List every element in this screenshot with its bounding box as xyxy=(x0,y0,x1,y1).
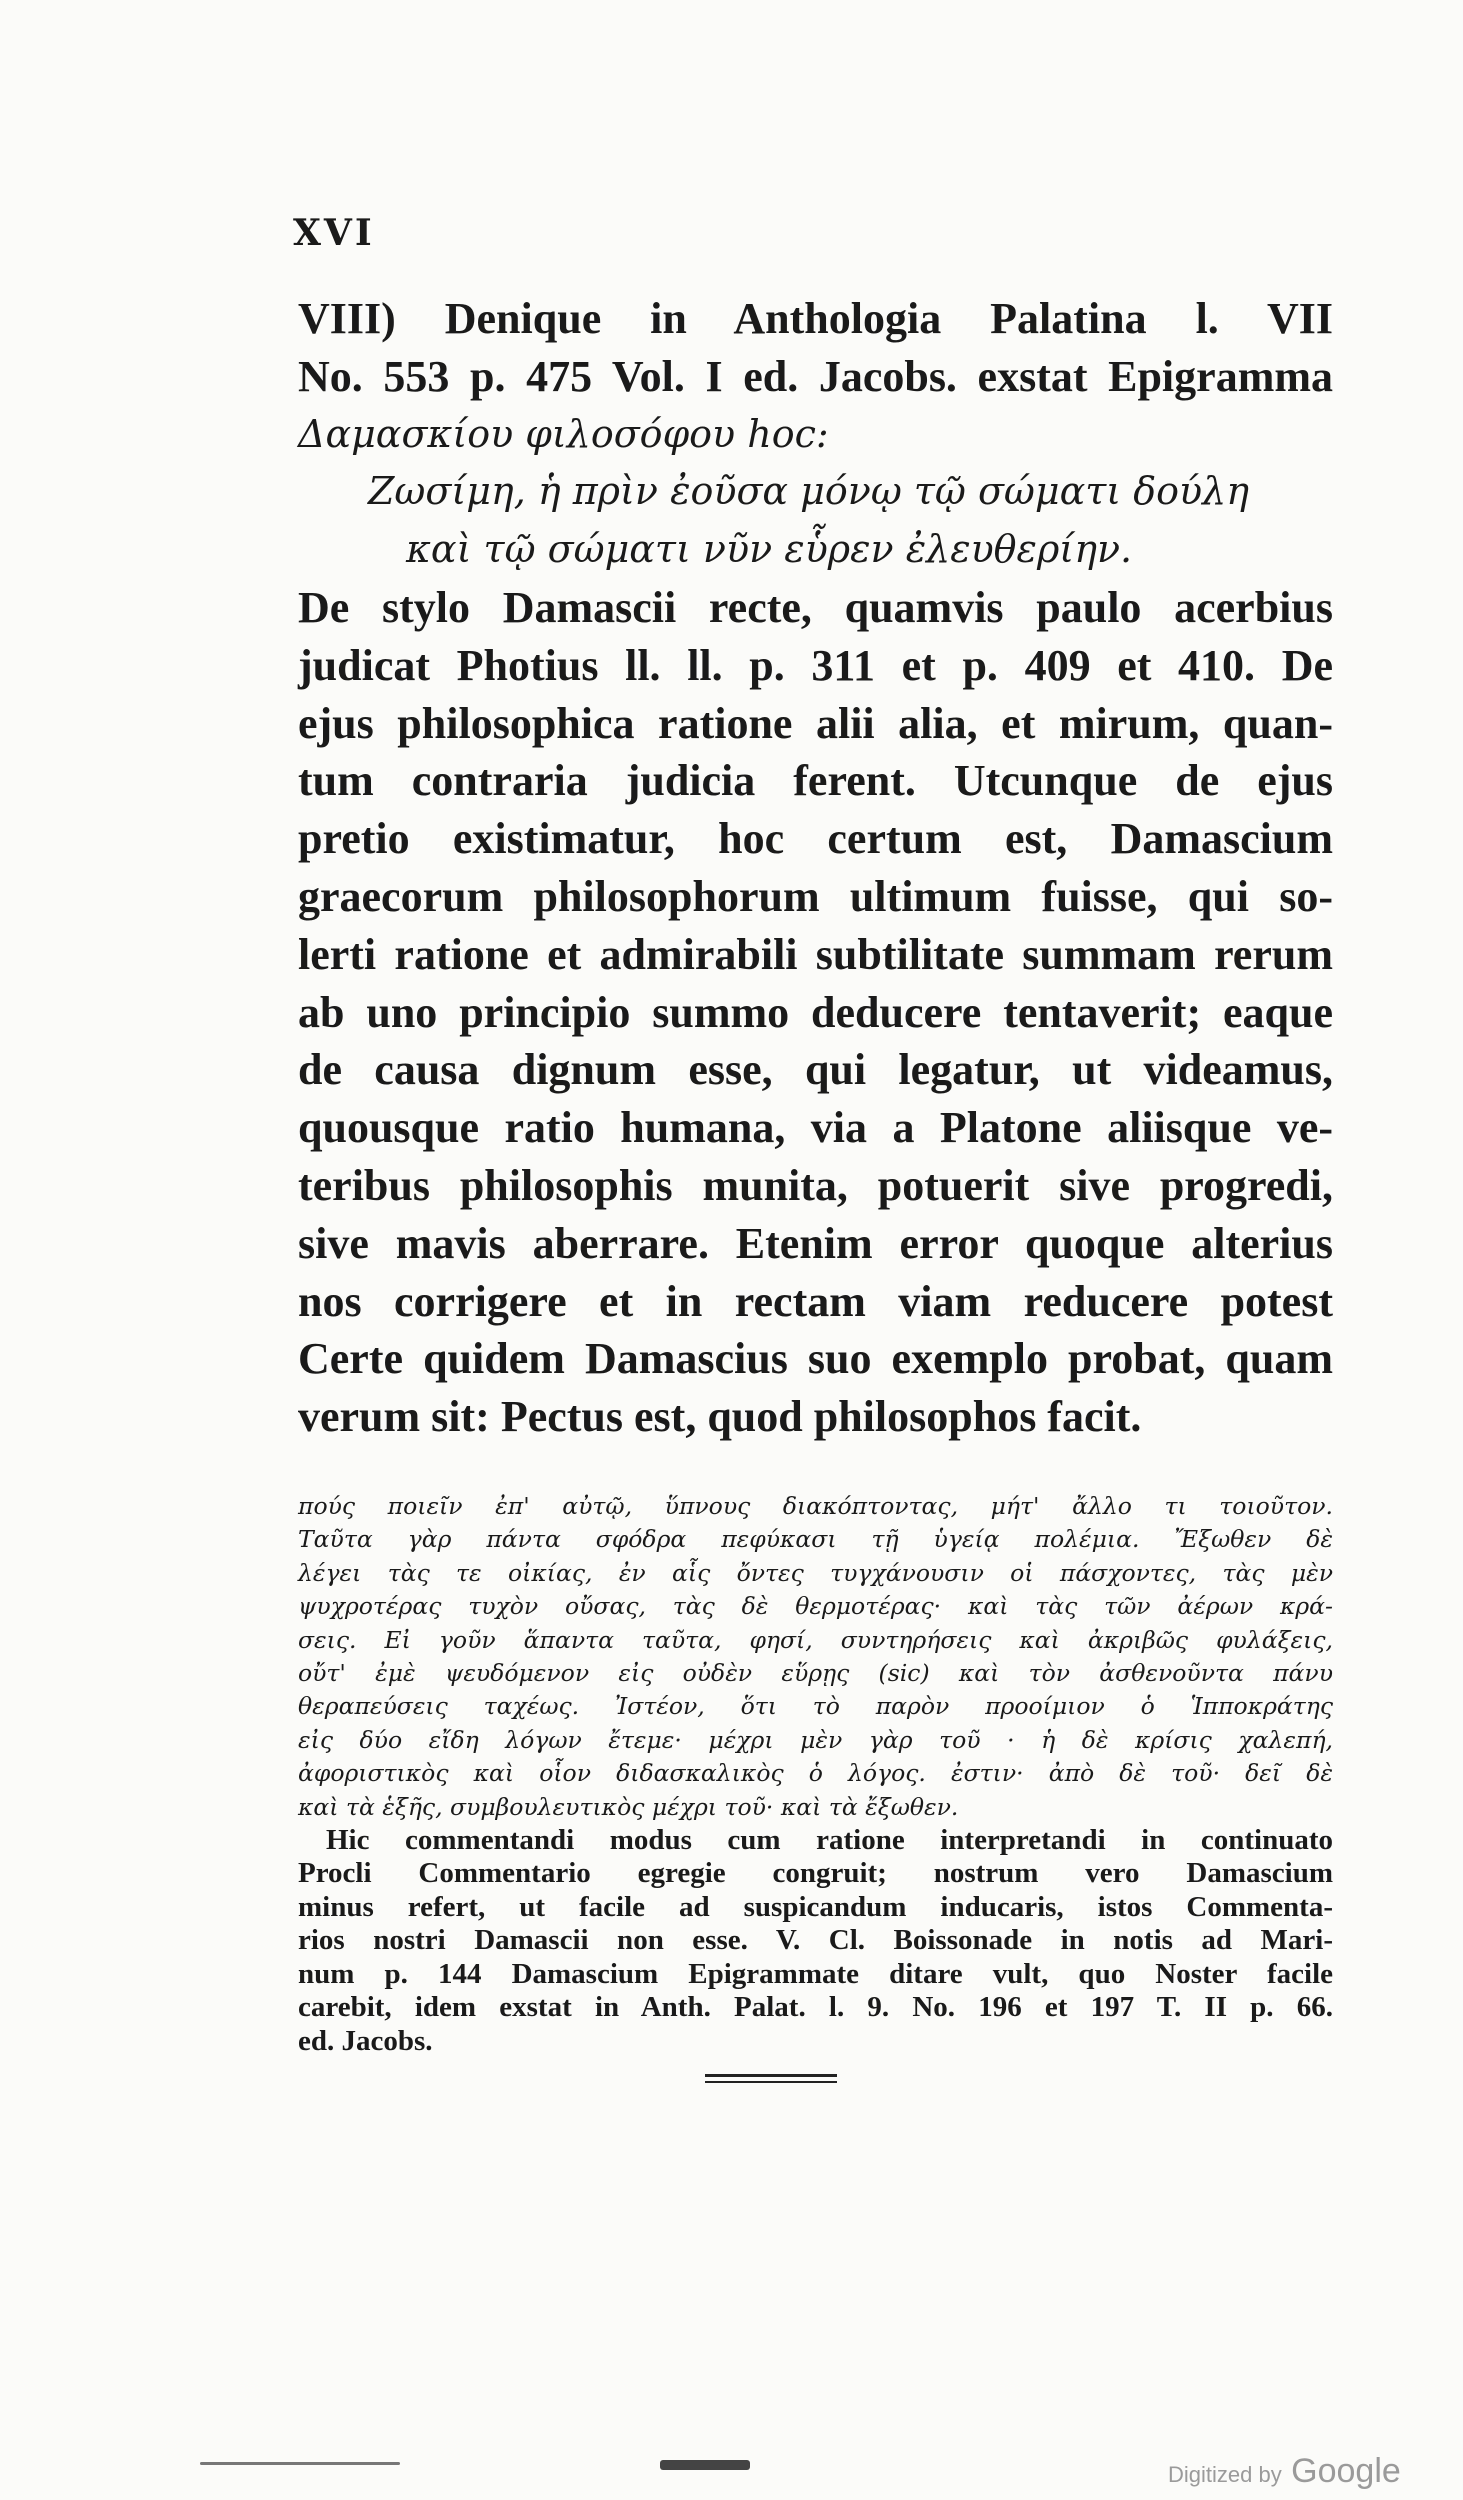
text-line: pretio existimatur, hoc certum est, Damascium xyxy=(298,814,1333,864)
scan-smudge xyxy=(200,2462,400,2465)
text-line: VIII) Denique in Anthologia Palatina l. VII xyxy=(298,294,1333,343)
footnote-greek-line: σεις. Εἰ γοῦν ἅπαντα ταῦτα, φησί, συντηρήσεις καὶ ἀκριβῶς φυλάξεις, xyxy=(298,1625,1333,1654)
text-line: lerti ratione et admirabili subtilitate summam rerum xyxy=(298,929,1333,979)
footnote-latin-line: Procli Commentario egregie congruit; nostrum vero Damascium xyxy=(298,1857,1333,1890)
text-line: verum sit: Pectus est, quod philosophos facit. xyxy=(298,1392,1142,1442)
greek-attribution-line: Δαμασκίου φιλοσόφου hoc: xyxy=(298,411,829,456)
footnote-latin-line: ed. Jacobs. xyxy=(298,2024,433,2057)
text-line: Certe quidem Damascius suo exemplo probat, quam xyxy=(298,1334,1333,1384)
footnote-latin-line: carebit, idem exstat in Anth. Palat. l. 9. No. 196 et 197 T. II p. 66. xyxy=(298,1991,1333,2024)
text-line: tum contraria judicia ferent. Utcunque de ejus xyxy=(298,756,1333,806)
text-line: De stylo Damascii recte, quamvis paulo acerbius xyxy=(298,582,1333,632)
epigram-line-1: Ζωσίμη, ἡ πρὶν ἐοῦσα μόνῳ τῷ σώματι δούλη xyxy=(368,469,1249,514)
text-line: de causa dignum esse, qui legatur, ut videamus, xyxy=(298,1045,1333,1095)
text-line: sive mavis aberrare. Etenim error quoque alterius xyxy=(298,1218,1333,1268)
page-number: XVI xyxy=(293,212,375,254)
footnote-greek-line: καὶ τὰ ἑξῆς, συμβουλευτικὸς μέχρι τοῦ· καὶ τὰ ἔξωθεν. xyxy=(298,1792,959,1821)
text-line: No. 553 p. 475 Vol. I ed. Jacobs. exstat Epigramma xyxy=(298,351,1333,401)
text-line: nos corrigere et in rectam viam reducere potest xyxy=(298,1276,1333,1326)
text-line: ejus philosophica ratione alii alia, et mirum, quan- xyxy=(298,698,1333,748)
footnote-greek-line: λέγει τὰς τε οἰκίας, ἐν αἷς ὄντες τυγχάνουσιν οἱ πάσχοντες, τὰς μὲν xyxy=(298,1558,1333,1587)
footnote-latin-line: Hic commentandi modus cum ratione interpretandi in continuato xyxy=(326,1824,1333,1857)
footnote-greek-line: ἀφοριστικὸς καὶ οἷον διδασκαλικὸς ὁ λόγος. ἐστιν· ἀπὸ δὲ τοῦ· δεῖ δὲ xyxy=(298,1759,1333,1788)
watermark-brand: Google xyxy=(1291,2452,1401,2490)
end-rule-bottom xyxy=(705,2081,837,2083)
footnote-greek-line: θεραπεύσεις ταχέως. Ἰστέον, ὅτι τὸ παρὸν προοίμιον ὁ Ἱπποκράτης xyxy=(298,1692,1333,1721)
footnote-greek-line: Ταῦτα γὰρ πάντα σφόδρα πεφύκασι τῇ ὑγείᾳ πολέμια. Ἔξωθεν δὲ xyxy=(298,1525,1333,1554)
footnote-greek-line: οὔτ' ἐμὲ ψευδόμενον εἰς οὐδὲν εὕρῃς (sic) καὶ τὸν ἀσθενοῦντα πάνυ xyxy=(298,1659,1333,1688)
footnote xyxy=(298,1490,1333,2058)
text-line: teribus philosophis munita, potuerit sive progredi, xyxy=(298,1160,1333,1210)
footnote-greek-line: ψυχροτέρας τυχὸν οὔσας, τὰς δὲ θερμοτέρας· καὶ τὰς τῶν ἀέρων κρά- xyxy=(298,1592,1333,1621)
footnote-latin-line: rios nostri Damascii non esse. V. Cl. Boissonade in notis ad Mari- xyxy=(298,1924,1333,1957)
scan-smudge xyxy=(660,2460,750,2470)
text-line: quousque ratio humana, via a Platone aliisque ve- xyxy=(298,1103,1333,1153)
text-line: ab uno principio summo deducere tentaverit; eaque xyxy=(298,987,1333,1037)
footnote-greek-line: εἰς δύο εἴδη λόγων ἔτεμε· μέχρι μὲν γὰρ τοῦ · ἡ δὲ κρίσις χαλεπή, xyxy=(298,1725,1333,1754)
watermark-prefix: Digitized by xyxy=(1168,2462,1282,2487)
text-line: judicat Photius ll. ll. p. 311 et p. 409 et 410. De xyxy=(298,640,1333,690)
text-line: graecorum philosophorum ultimum fuisse, qui so- xyxy=(298,871,1333,921)
epigram-line-2: καὶ τῷ σώματι νῦν εὗρεν ἐλευθερίην. xyxy=(406,527,1133,572)
footnote-latin-line: num p. 144 Damascium Epigrammate ditare vult, quo Noster facile xyxy=(298,1957,1333,1990)
digitized-watermark xyxy=(1168,2452,1401,2491)
main-text xyxy=(298,290,1333,1446)
footnote-greek-line: πούς ποιεῖν ἐπ' αὐτῷ, ὕπνους διακόπτοντας, μήτ' ἄλλο τι τοιοῦτον. xyxy=(298,1492,1333,1520)
footnote-latin-line: minus refert, ut facile ad suspicandum inducaris, istos Commenta- xyxy=(298,1890,1333,1923)
end-rule-top xyxy=(705,2074,837,2077)
